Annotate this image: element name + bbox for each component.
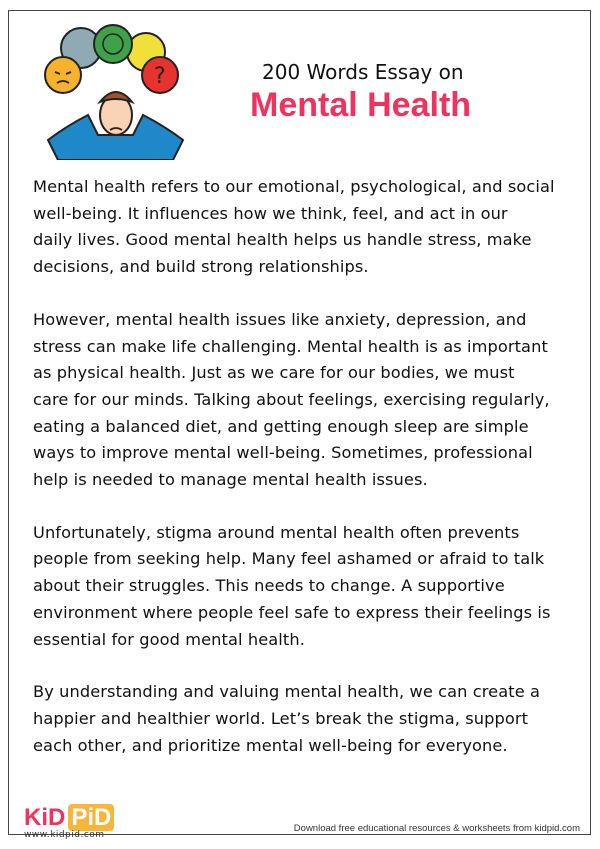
essay-body (33, 174, 578, 785)
essay-line: about their struggles. This needs to change. A supportive (33, 576, 505, 596)
essay-line: essential for good mental health. (33, 629, 305, 649)
stressed-person-illustration (38, 20, 188, 160)
tangled-thought-icon (94, 25, 132, 63)
svg-text:?: ? (154, 64, 166, 89)
essay-line: care for our minds. Talking about feelings, exercising regularly, (33, 389, 550, 409)
footer-note: Download free educational resources & worksheets from kidpid.com (293, 823, 580, 834)
essay-line: Mental health refers to our emotional, psychological, and social (33, 177, 555, 196)
essay-line: ways to improve mental well-being. Sometimes, professional (33, 443, 533, 463)
logo-text-pid: PiD (68, 804, 114, 831)
essay-line: decisions, and build strong relationships. (33, 257, 369, 277)
angry-face-icon (45, 57, 81, 93)
essay-line: eating a balanced diet, and getting enough sleep are simple (33, 416, 529, 436)
essay-line: well-being. It influences how we think, feel, and act in our (33, 203, 508, 223)
essay-line: environment where people feel safe to express their feelings is (33, 602, 551, 622)
essay-title: Mental Health (250, 86, 472, 124)
essay-line: people from seeking help. Many feel ashamed or afraid to talk (33, 549, 545, 569)
website-url: www.kidpid.com (24, 830, 105, 840)
essay-line: However, mental health issues like anxiety, depression, and (33, 309, 527, 329)
logo-text-kid: KiD (24, 804, 66, 831)
essay-paragraph (33, 174, 578, 281)
essay-line: stress can make life challenging. Mental health is as important (33, 336, 548, 356)
essay-line: Unfortunately, stigma around mental health often prevents (33, 522, 520, 542)
essay-line: daily lives. Good mental health helps us handle stress, make (33, 230, 532, 250)
essay-paragraph (33, 307, 578, 494)
essay-line: as physical health. Just as we care for our bodies, we must (33, 363, 515, 383)
essay-line: each other, and prioritize mental well-being for everyone. (33, 735, 508, 755)
essay-line: By understanding and valuing mental health, we can create a (33, 682, 541, 702)
essay-paragraph (33, 520, 578, 654)
essay-line: help is needed to manage mental health issues. (33, 470, 428, 490)
kidpid-logo (24, 804, 114, 832)
essay-line: happier and healthier world. Let’s break the stigma, support (33, 708, 529, 728)
essay-paragraph (33, 679, 578, 759)
essay-subtitle: 200 Words Essay on (262, 60, 464, 84)
